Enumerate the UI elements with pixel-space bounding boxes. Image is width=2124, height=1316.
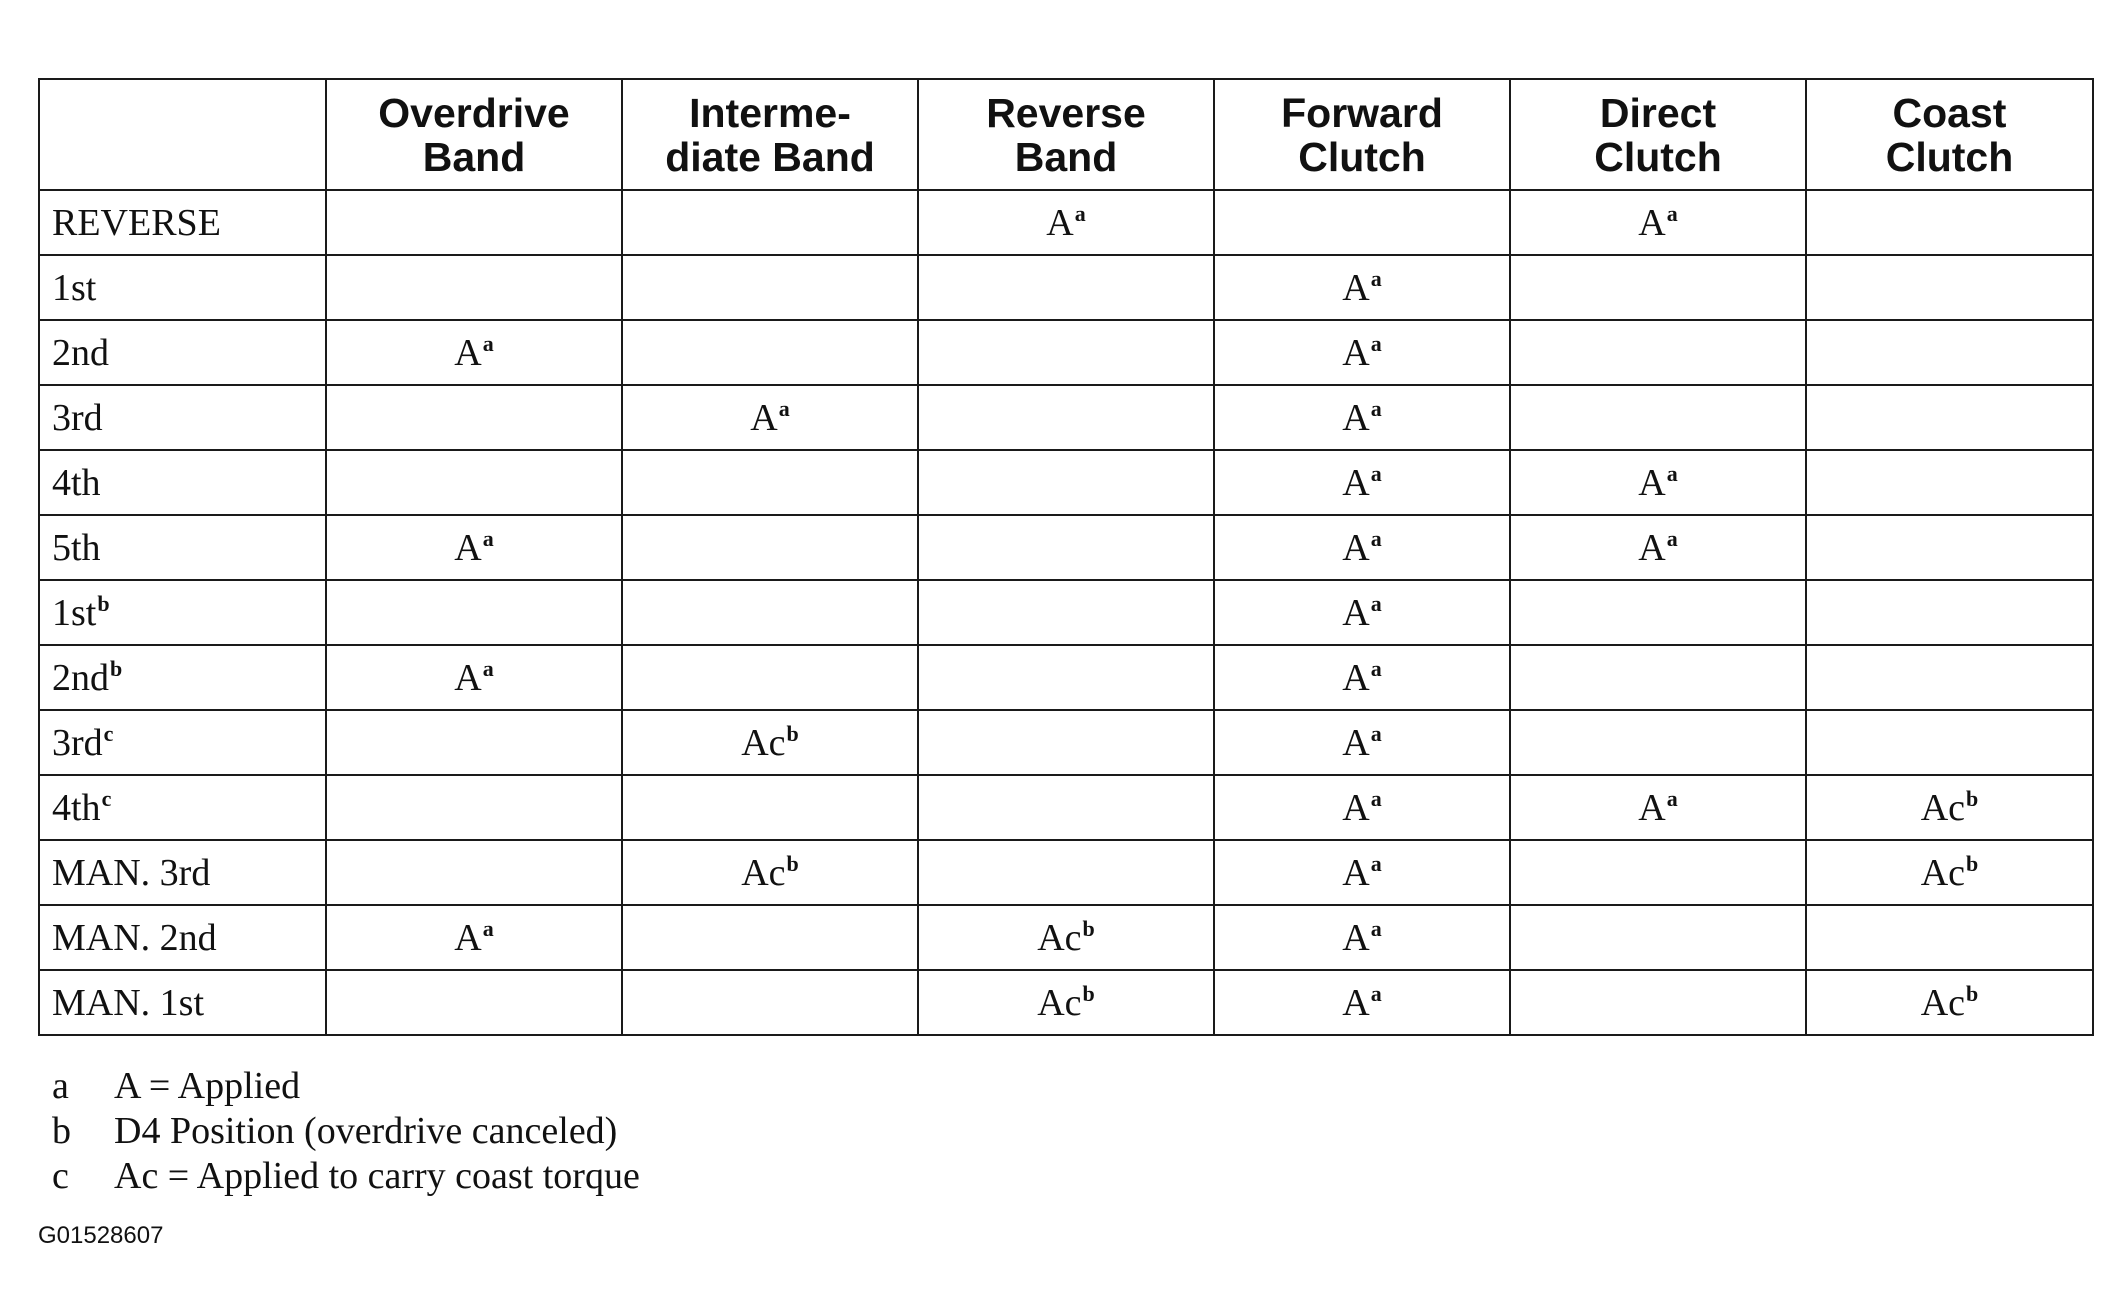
table-cell xyxy=(918,190,1214,255)
cell-text: A xyxy=(1046,201,1074,244)
cell-text: 4th xyxy=(52,786,101,829)
cell-text: Ac xyxy=(1920,786,1966,829)
footnote-text: D4 Position (overdrive canceled) xyxy=(114,1110,618,1152)
cell-text: A xyxy=(1638,461,1666,504)
footnote-marker: a xyxy=(1370,395,1382,421)
footnote-marker: b xyxy=(1966,980,1979,1006)
table-cell xyxy=(1510,645,1806,710)
table-cell xyxy=(1510,515,1806,580)
table-cell xyxy=(1510,905,1806,970)
footnote-marker: a xyxy=(1666,525,1678,551)
table-cell xyxy=(622,970,918,1035)
table-cell xyxy=(1510,580,1806,645)
row-label xyxy=(39,645,326,710)
column-header-line: Coast xyxy=(1892,89,2007,136)
footnote-marker: b xyxy=(786,850,799,876)
footnote-marker: a xyxy=(1370,265,1382,291)
cell-text: 5th xyxy=(52,526,101,569)
table-cell xyxy=(622,515,918,580)
table-header xyxy=(39,79,2093,190)
table-cell xyxy=(1214,840,1510,905)
table-cell xyxy=(1214,255,1510,320)
column-header xyxy=(918,79,1214,190)
table-cell xyxy=(1214,450,1510,515)
table-row xyxy=(39,970,2093,1035)
footnote-marker: c xyxy=(101,785,112,811)
table-cell xyxy=(918,515,1214,580)
header-corner-cell xyxy=(39,79,326,190)
table-cell xyxy=(918,905,1214,970)
figure-id: G01528607 xyxy=(38,1222,164,1249)
column-header-line: Clutch xyxy=(1594,133,1722,180)
footnote-marker: a xyxy=(1370,915,1382,941)
row-label xyxy=(39,710,326,775)
table-cell xyxy=(1806,515,2093,580)
cell-text: A xyxy=(750,396,778,439)
table-cell xyxy=(326,190,622,255)
footnote-marker: a xyxy=(482,330,494,356)
column-header-line: diate Band xyxy=(665,133,875,180)
table-cell xyxy=(918,840,1214,905)
table-row xyxy=(39,840,2093,905)
column-header-line: Clutch xyxy=(1298,133,1426,180)
footnote-marker: a xyxy=(1370,850,1382,876)
table-cell xyxy=(326,970,622,1035)
table-cell xyxy=(918,255,1214,320)
table-cell xyxy=(326,645,622,710)
footnote-marker: a xyxy=(1666,200,1678,226)
cell-text: A xyxy=(1342,331,1370,374)
footnote-marker: a xyxy=(482,915,494,941)
column-header xyxy=(1806,79,2093,190)
table-cell xyxy=(918,775,1214,840)
footnote-marker: b xyxy=(97,590,110,616)
row-label xyxy=(39,580,326,645)
cell-text: A xyxy=(454,331,482,374)
footnote-marker: b xyxy=(1966,850,1979,876)
column-header-line: Interme- xyxy=(689,89,851,136)
footnote-text: Ac = Applied to carry coast torque xyxy=(114,1155,640,1197)
footnote-marker: c xyxy=(103,720,114,746)
footnote-text: A = Applied xyxy=(114,1065,301,1107)
footnote-marker: a xyxy=(1370,590,1382,616)
table-cell xyxy=(622,840,918,905)
table-cell xyxy=(1806,580,2093,645)
table-cell xyxy=(918,645,1214,710)
footnote-marker: a xyxy=(482,525,494,551)
footnote xyxy=(52,1064,640,1109)
cell-text: Ac xyxy=(1037,981,1082,1024)
footnote-marker: a xyxy=(1370,785,1382,811)
row-label xyxy=(39,970,326,1035)
table-cell xyxy=(1806,320,2093,385)
table-cell xyxy=(1806,775,2093,840)
cell-text: Ac xyxy=(1037,916,1082,959)
column-header-line: Reverse xyxy=(986,89,1146,136)
cell-text: A xyxy=(1342,916,1370,959)
footnote-marker: b xyxy=(1082,915,1095,941)
table-cell xyxy=(622,385,918,450)
footnote-marker: a xyxy=(1370,460,1382,486)
table-cell xyxy=(326,580,622,645)
cell-text: Ac xyxy=(1920,981,1966,1024)
footnote-marker: a xyxy=(1666,785,1678,811)
cell-text: A xyxy=(1638,786,1666,829)
cell-text: MAN. 3rd xyxy=(52,851,211,894)
row-label xyxy=(39,515,326,580)
table-cell xyxy=(1214,580,1510,645)
table-cell xyxy=(1510,840,1806,905)
row-label xyxy=(39,190,326,255)
table-cell xyxy=(326,515,622,580)
footnote-marker: b xyxy=(1082,980,1095,1006)
table-row xyxy=(39,320,2093,385)
table-cell xyxy=(1214,320,1510,385)
footnote-marker: a xyxy=(1370,330,1382,356)
table-row xyxy=(39,645,2093,710)
table-cell xyxy=(1214,905,1510,970)
column-header xyxy=(1214,79,1510,190)
cell-text: A xyxy=(454,526,482,569)
footnote-key: c xyxy=(52,1155,69,1197)
cell-text: MAN. 1st xyxy=(52,981,205,1024)
footnote-key: b xyxy=(52,1110,71,1152)
cell-text: A xyxy=(454,656,482,699)
table-cell xyxy=(622,905,918,970)
row-label xyxy=(39,255,326,320)
table-cell xyxy=(1806,385,2093,450)
table-row xyxy=(39,775,2093,840)
cell-text: Ac xyxy=(741,721,786,764)
table-cell xyxy=(326,840,622,905)
table-cell xyxy=(1806,840,2093,905)
table-cell xyxy=(918,970,1214,1035)
cell-text: A xyxy=(1638,526,1666,569)
cell-text: 3rd xyxy=(52,396,103,439)
table-cell xyxy=(326,710,622,775)
table-row xyxy=(39,580,2093,645)
footnote-key: a xyxy=(52,1065,69,1107)
row-label xyxy=(39,840,326,905)
footnote xyxy=(52,1154,640,1199)
cell-text: A xyxy=(1342,396,1370,439)
table-row xyxy=(39,450,2093,515)
footnote-marker: a xyxy=(778,395,790,421)
cell-text: 2nd xyxy=(52,656,109,699)
column-header-line: Forward xyxy=(1281,89,1443,136)
table-cell xyxy=(622,580,918,645)
footnote-marker: b xyxy=(786,720,799,746)
table-row xyxy=(39,190,2093,255)
footnote-marker: a xyxy=(1370,655,1382,681)
table-cell xyxy=(326,905,622,970)
cell-text: A xyxy=(1342,526,1370,569)
footnote-marker: b xyxy=(1966,785,1979,811)
cell-text: 1st xyxy=(52,266,97,309)
table-cell xyxy=(1806,255,2093,320)
table-row xyxy=(39,905,2093,970)
table-cell xyxy=(918,385,1214,450)
table-cell xyxy=(1214,385,1510,450)
column-header-line: Overdrive xyxy=(378,89,570,136)
row-label xyxy=(39,905,326,970)
table-cell xyxy=(1214,710,1510,775)
footnote xyxy=(52,1109,640,1154)
table-row xyxy=(39,515,2093,580)
table-cell xyxy=(1214,515,1510,580)
table-cell xyxy=(1806,710,2093,775)
cell-text: 2nd xyxy=(52,331,109,374)
table-cell xyxy=(1510,385,1806,450)
table-cell xyxy=(622,450,918,515)
cell-text: REVERSE xyxy=(52,201,221,244)
column-header xyxy=(622,79,918,190)
table-cell xyxy=(622,190,918,255)
table-cell xyxy=(918,450,1214,515)
footnote-marker: a xyxy=(1370,720,1382,746)
cell-text: A xyxy=(1342,721,1370,764)
cell-text: 1st xyxy=(52,591,97,634)
table-cell xyxy=(918,710,1214,775)
table-cell xyxy=(1510,255,1806,320)
header-row xyxy=(39,79,2093,190)
cell-text: 4th xyxy=(52,461,101,504)
table-cell xyxy=(1510,970,1806,1035)
table-cell xyxy=(326,385,622,450)
cell-text: A xyxy=(1342,266,1370,309)
cell-text: A xyxy=(1342,461,1370,504)
table-cell xyxy=(622,255,918,320)
cell-text: Ac xyxy=(741,851,786,894)
cell-text: 3rd xyxy=(52,721,103,764)
column-header xyxy=(326,79,622,190)
cell-text: A xyxy=(1342,981,1370,1024)
cell-text: A xyxy=(1638,201,1666,244)
table-cell xyxy=(1806,905,2093,970)
cell-text: Ac xyxy=(1920,851,1966,894)
table-cell xyxy=(1214,970,1510,1035)
footnotes xyxy=(52,1064,640,1199)
cell-text: A xyxy=(1342,851,1370,894)
footnote-marker: a xyxy=(482,655,494,681)
footnote-marker: b xyxy=(110,655,123,681)
table-cell xyxy=(1510,320,1806,385)
footnote-marker: a xyxy=(1074,200,1086,226)
cell-text: A xyxy=(454,916,482,959)
table-cell xyxy=(1510,190,1806,255)
cell-text: A xyxy=(1342,591,1370,634)
table-cell xyxy=(1806,450,2093,515)
cell-text: A xyxy=(1342,786,1370,829)
cell-text: A xyxy=(1342,656,1370,699)
table-cell xyxy=(622,645,918,710)
footnote-marker: a xyxy=(1370,525,1382,551)
row-label xyxy=(39,775,326,840)
column-header-line: Band xyxy=(1014,133,1118,180)
column-header-line: Clutch xyxy=(1885,133,2014,180)
column-header xyxy=(1510,79,1806,190)
cell-text: MAN. 2nd xyxy=(52,916,217,959)
table-body xyxy=(39,190,2093,1035)
table-cell xyxy=(918,580,1214,645)
table-cell xyxy=(1510,710,1806,775)
table-cell xyxy=(1510,775,1806,840)
footnote-marker: a xyxy=(1666,460,1678,486)
table-cell xyxy=(1214,775,1510,840)
table-cell xyxy=(622,320,918,385)
table-cell xyxy=(326,775,622,840)
row-label xyxy=(39,450,326,515)
table-cell xyxy=(1806,645,2093,710)
table-cell xyxy=(1510,450,1806,515)
table-cell xyxy=(1806,190,2093,255)
table-cell xyxy=(1214,190,1510,255)
column-header-line: Direct xyxy=(1599,89,1717,136)
table-cell xyxy=(622,775,918,840)
table-cell xyxy=(918,320,1214,385)
table-row xyxy=(39,255,2093,320)
table-cell xyxy=(622,710,918,775)
table-row xyxy=(39,710,2093,775)
application-chart-table xyxy=(38,78,2094,1036)
table-row xyxy=(39,385,2093,450)
row-label xyxy=(39,320,326,385)
table-cell xyxy=(1214,645,1510,710)
footnote-marker: a xyxy=(1370,980,1382,1006)
row-label xyxy=(39,385,326,450)
table-cell xyxy=(326,255,622,320)
table-cell xyxy=(1806,970,2093,1035)
table-cell xyxy=(326,320,622,385)
column-header-line: Band xyxy=(422,133,526,180)
table-cell xyxy=(326,450,622,515)
